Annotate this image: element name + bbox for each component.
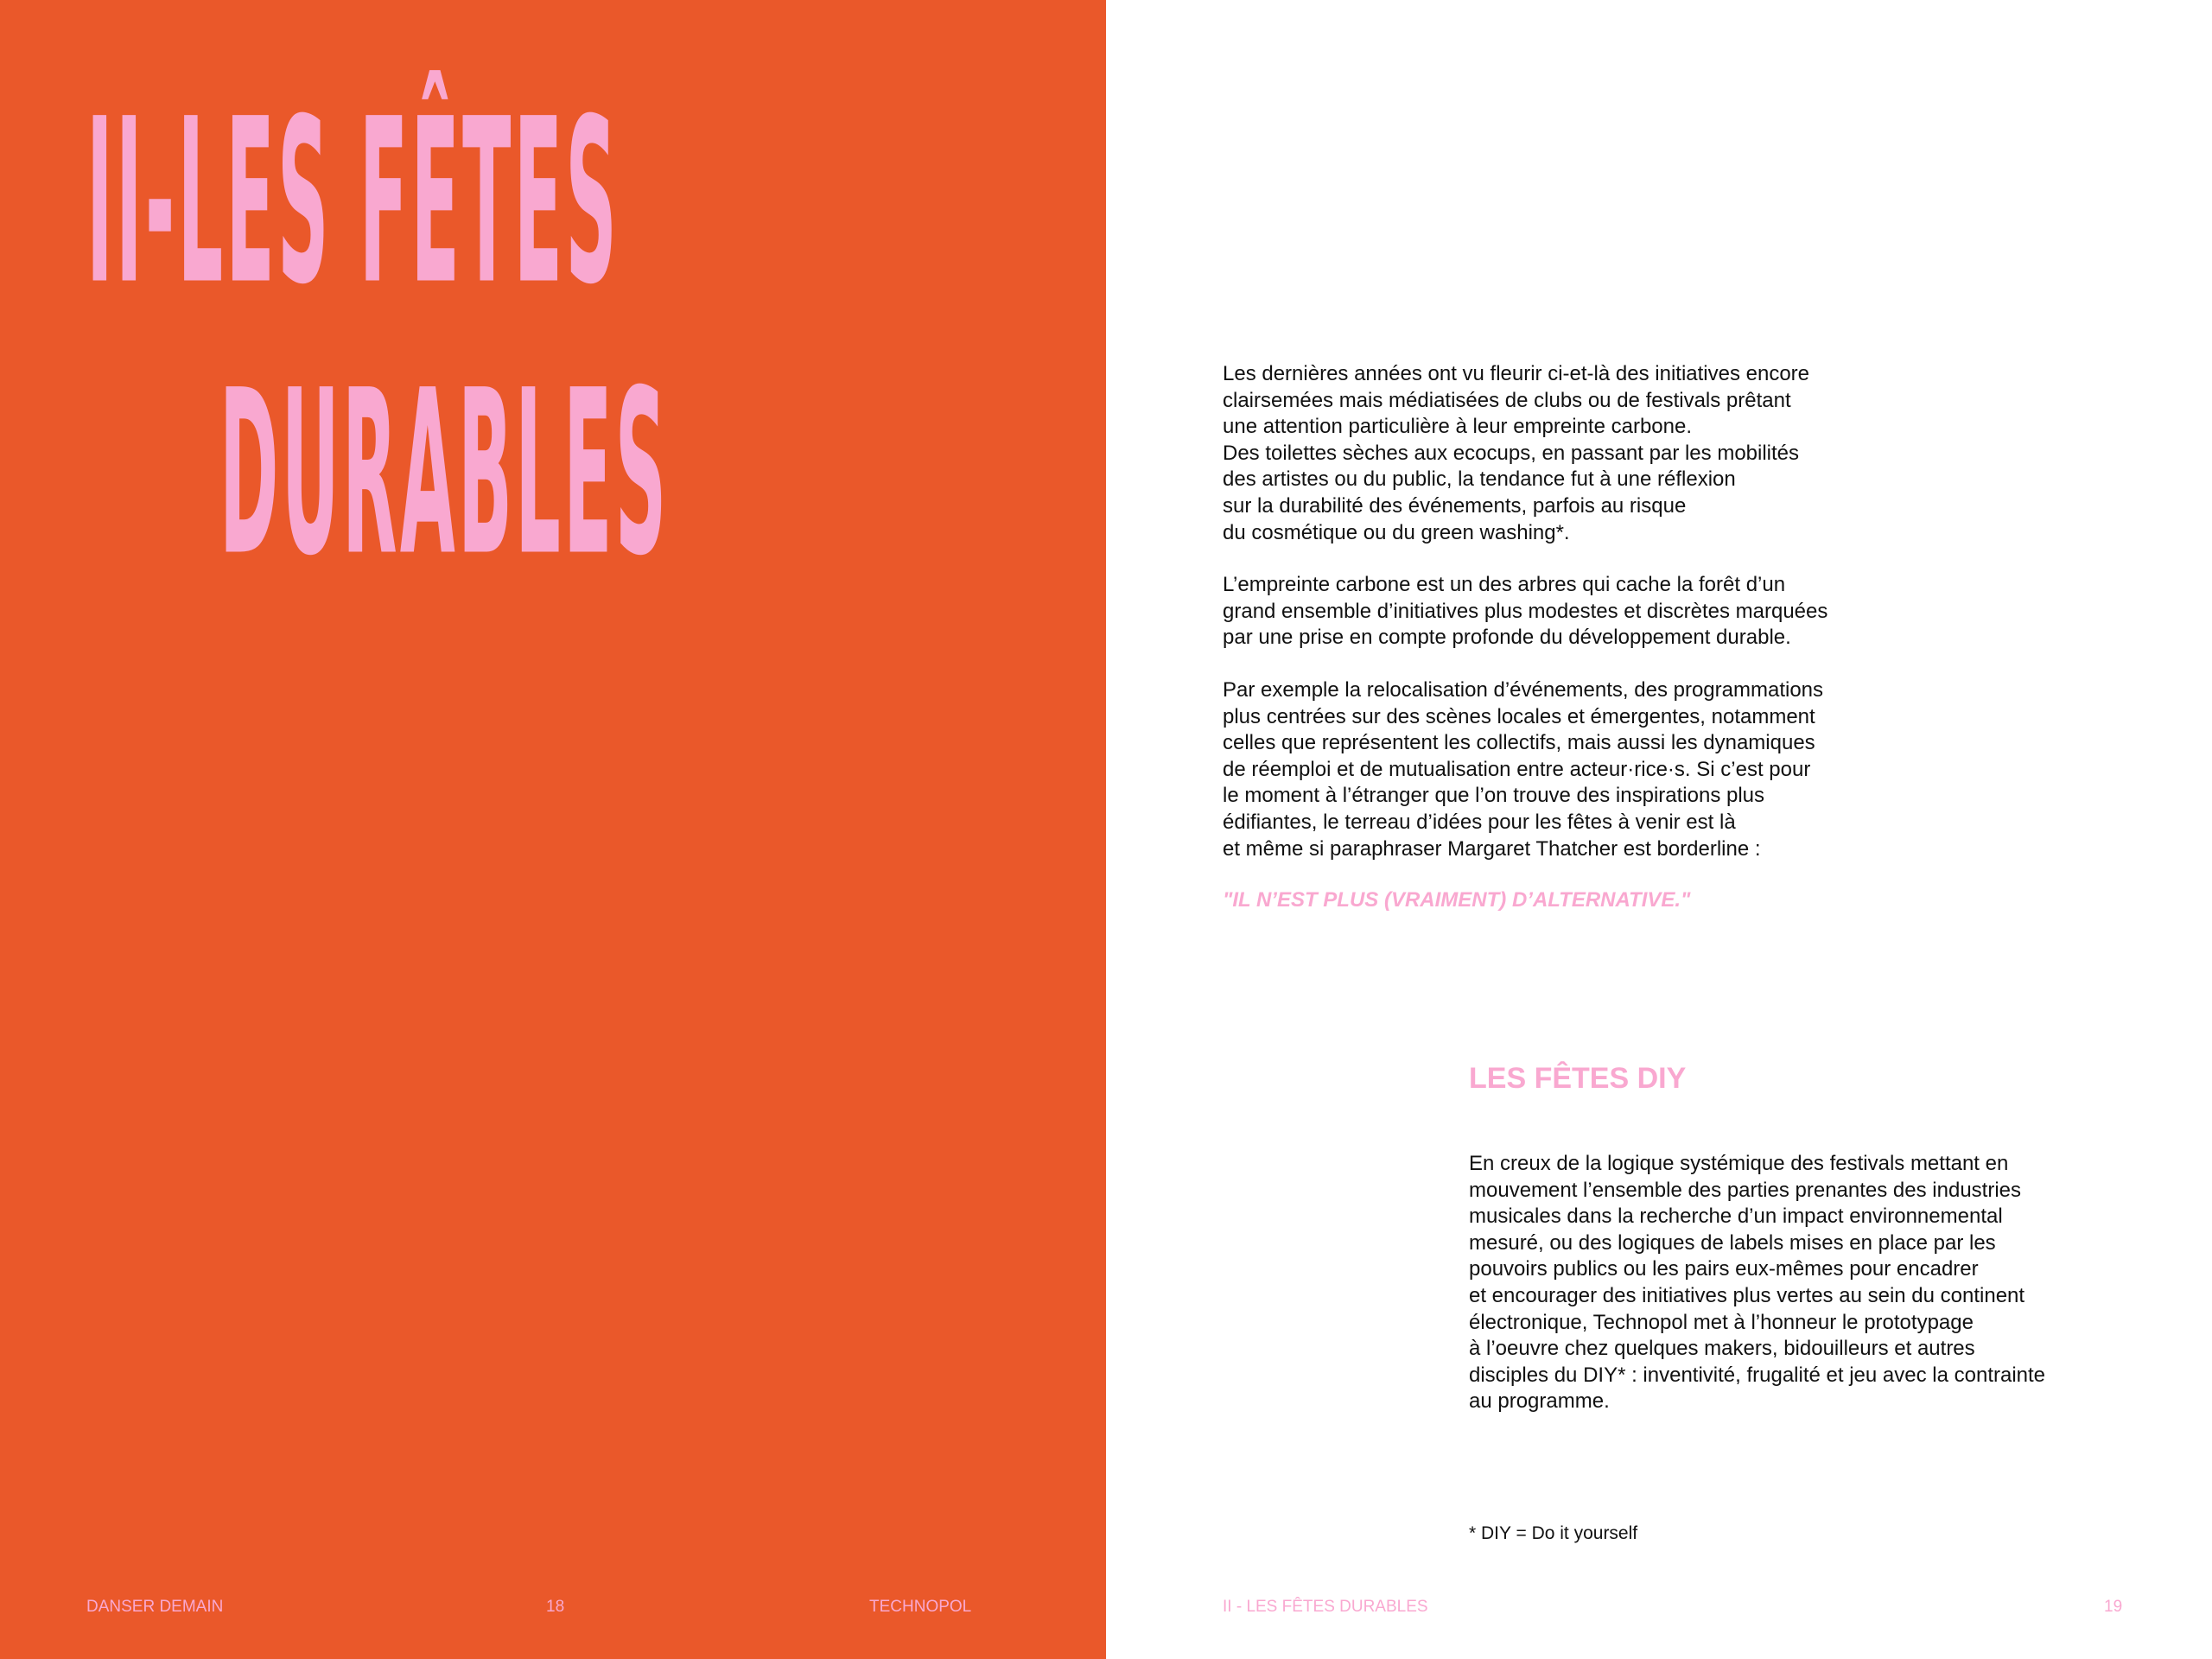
footer-page-number-right: 19 [2104,1598,2123,1616]
chapter-title-line-1: II-LES FÊTES [86,72,620,335]
right-page [1106,0,2212,1659]
footer-publication-title: DANSER DEMAIN [86,1598,224,1616]
diy-paragraph: En creux de la logique systémique des festivals mettant en mouvement l’ensemble des parties prenantes des industries musicales dans la recherche d’un impact environnemental mesuré, ou des logiques de labels mises en place par les pouvoirs publics ou les pairs eux-mêmes pour encadrer et encourager des initiatives plus vertes au sein du continent électronique, Technopol met à l’honneur le prototypage à l’oeuvre chez quelques makers, bidouilleurs et autres disciples du DIY* : inventivité, frugalité et jeu avec la contrainte au programme. [1469,1152,2046,1414]
intro-paragraph: Les dernières années ont vu fleurir ci-et-là des initiatives encore clairsemées mais médiatisées de clubs ou de festivals prêtant une attention particulière à leur empreinte carbone. Des toilettes sèches aux ecocups, en passant par les mobilités des artistes ou du public, la tendance fut à une réflexion sur la durabilité des événements, parfois au risque du cosmétique ou du green washing*. [1223,362,1810,544]
chapter-title-line-2: DURABLES [219,343,670,607]
footnote: * DIY = Do it yourself [1469,1523,1638,1543]
pull-quote: "IL N’EST PLUS (VRAIMENT) D’ALTERNATIVE." [1223,888,1691,912]
footer-chapter-title: II - LES FÊTES DURABLES [1223,1598,1428,1616]
section-subheading: LES FÊTES DIY [1469,1062,1687,1095]
footer-publisher: TECHNOPOL [869,1598,972,1616]
carbon-footprint-paragraph: L’empreinte carbone est un des arbres qui cache la forêt d’un grand ensemble d’initiatives plus modestes et discrètes marquées par une prise en compte profonde du développement durable. [1223,573,1828,650]
footer-page-number-left: 18 [546,1598,565,1616]
examples-paragraph: Par exemple la relocalisation d’événements, des programmations plus centrées sur des scènes locales et émergentes, notamment celles que représentent les collectifs, mais aussi les dynamiques de réemploi et de mutualisation entre acteur·rice·s. Si c’est pour le moment à l’étranger que l’on trouve des inspirations plus édifiantes, le terreau d’idées pour les fêtes à venir est là et même si paraphraser Margaret Thatcher est borderline : [1223,678,1824,861]
